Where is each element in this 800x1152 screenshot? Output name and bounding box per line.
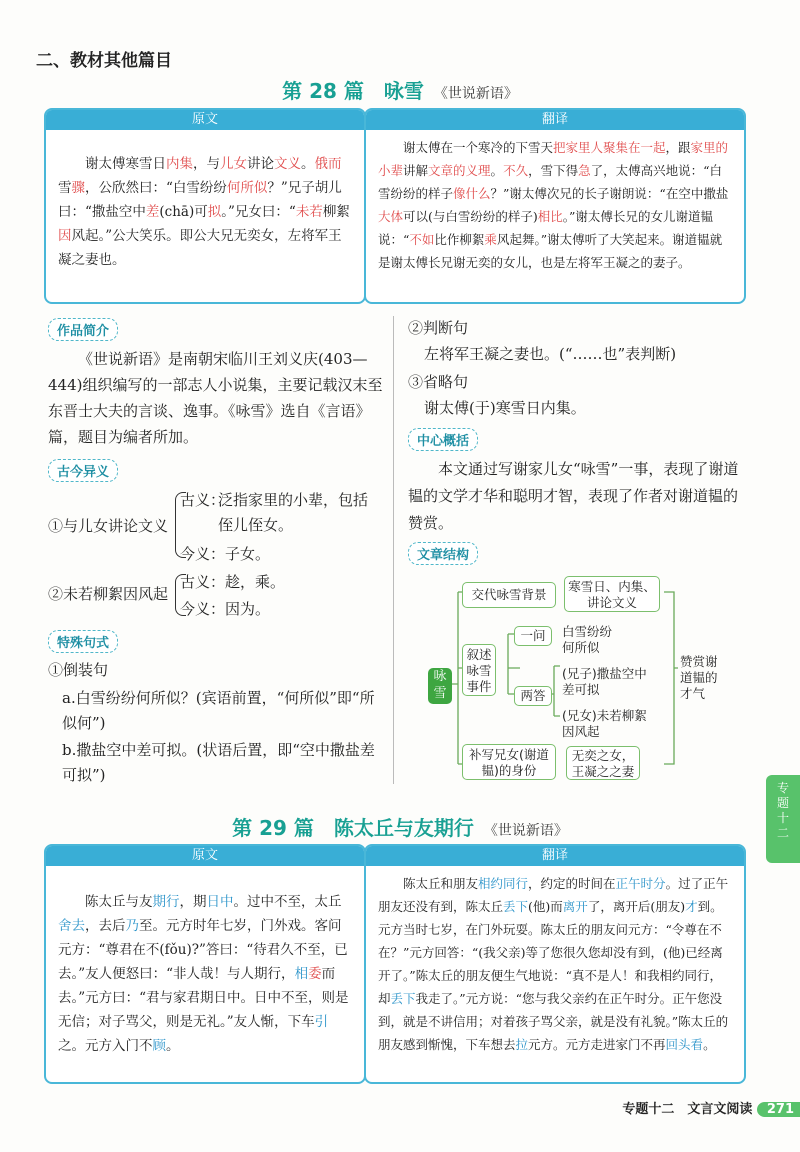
text-run: 委 (308, 966, 322, 982)
text-run: 回头看 (665, 1037, 704, 1052)
teshu1b: b.撒盐空中差可拟。(状语后置，即“空中撒盐差可拟”) (62, 741, 375, 784)
text-run: 拉 (515, 1037, 529, 1052)
text-run: ？”谢太傅次兄的长子谢朗说：“在空中撒盐 (490, 186, 729, 201)
intro-text: 《世说新语》是南朝宋临川王刘义庆(403—444)组织编写的一部志人小说集，主要记载汉末至东晋士大夫的言谈、逸事。《咏雪》选自《言语》篇，题目为编者所加。 (48, 350, 383, 446)
side-tab[interactable] (766, 775, 800, 863)
teshu2: ②判断句 (408, 319, 469, 337)
gujin1-old-label: 古义： (180, 491, 226, 509)
ch28-original-label: 原文 (46, 110, 364, 130)
text-run: 元方。元方走进家门不再 (528, 1037, 666, 1052)
text-run: 至。元方时年七岁，门外戏。客问元方：“尊君在不(fǒu)?”答曰：“待君久不至，已去。”友人便怒曰：“非人哉！与人期行， (58, 918, 348, 982)
text-run: 丢下 (503, 899, 529, 914)
zhongxin-tag: 中心概括 (408, 428, 478, 451)
text-run: 。”兄女曰：“ (221, 204, 296, 220)
intro-tag: 作品简介 (48, 318, 118, 341)
side-tab-label: 专题十二 (776, 781, 789, 840)
teshu1: ①倒装句 (48, 661, 109, 679)
text-run: 何所似 (226, 180, 268, 196)
text-run: 陈太丘和朋友 (403, 876, 479, 891)
structure-b3r: 无奕之女，王凝之之妻 (566, 746, 640, 780)
text-run: 。 (301, 156, 315, 172)
teshu-tag: 特殊句式 (48, 630, 118, 653)
text-run: 不久 (503, 163, 529, 178)
ch29-translation-panel (364, 844, 746, 1084)
gujin2-new-text: 因为。 (225, 600, 271, 618)
structure-right: 赞赏谢道韫的才气 (680, 654, 718, 701)
text-run: ？”兄子胡儿曰：“撒盐空中 (58, 180, 342, 220)
zhongxin-tag-wrap (408, 428, 478, 451)
ch28-translation-text (366, 130, 744, 282)
teshu1a: a.白雪纷纷何所似？(宾语前置，“何所似”即“所似何”) (62, 689, 375, 732)
text-run: 未若 (295, 204, 323, 220)
chapter-29-title (0, 812, 800, 841)
text-run: 风起舞。”谢太傅听了大笑起来。谢道韫就是谢太傅长兄谢无奕的女儿，也是左将军王凝之的妻子。 (378, 232, 723, 270)
text-run: 。 (703, 1037, 716, 1052)
section-heading: 二、教材其他篇目 (36, 51, 172, 71)
text-run: 风起。”公大笑乐。即公大兄无奕女，左将军王凝之妻也。 (58, 228, 342, 268)
text-run: 日中 (206, 894, 234, 910)
column-divider (393, 316, 394, 784)
gujin2-new-label: 今义： (180, 600, 226, 618)
text-run: 雪 (58, 180, 72, 196)
teshu-tag-wrap (48, 630, 118, 653)
structure-b1r: 寒雪日、内集、讲论文义 (564, 576, 660, 612)
ch28-original-text (46, 130, 364, 280)
text-run: 内集 (166, 156, 193, 172)
text-run: 顾 (152, 1038, 166, 1054)
structure-center: 咏雪 (428, 668, 452, 704)
gujin-tag: 古今异义 (48, 459, 118, 482)
ch29-translation-label: 翻译 (366, 846, 744, 866)
ch29-original-text (46, 866, 364, 1066)
gujin1-new-label: 今义： (180, 545, 226, 563)
gujin1-phrase: ①与儿女讲论文义 (48, 517, 169, 535)
text-run: 骤 (71, 180, 85, 196)
structure-b2a: 一问 (514, 626, 552, 646)
text-run: 文义 (274, 156, 301, 172)
chapter-29-source: 《世说新语》 (483, 823, 568, 839)
gujin1-new-text: 子女。 (225, 545, 271, 563)
text-run: 才 (685, 899, 698, 914)
text-run: 相比 (537, 209, 563, 224)
jiegou-tag-wrap (408, 542, 478, 565)
gujin1-new (180, 542, 270, 567)
structure-b2b: 两答 (514, 686, 552, 706)
text-run: ，公欣然曰：“白雪纷纷 (85, 180, 227, 196)
text-run: 讲论 (247, 156, 274, 172)
text-run: 文章的义理 (428, 163, 491, 178)
text-run: 柳絮 (322, 204, 350, 220)
zhongxin-text: 本文通过写谢家儿女“咏雪”一事，表现了谢道韫的文学才华和聪明才智，表现了作者对谢道韫的赞赏。 (408, 460, 739, 532)
text-run: 不如 (409, 232, 435, 247)
text-run: 谢太傅在一个寒冷的下雪天 (403, 140, 554, 155)
text-run: 期行 (152, 894, 180, 910)
text-run: 陈太丘与友 (85, 894, 153, 910)
teshu3: ③省略句 (408, 373, 469, 391)
text-run: 舍去 (58, 918, 85, 934)
text-run: 谢太傅寒雪日 (85, 156, 166, 172)
text-run: 讲解 (403, 163, 429, 178)
text-run: (他)而 (528, 899, 563, 914)
text-run: 了，离开后(朋友) (587, 899, 686, 914)
text-run: 引 (314, 1014, 329, 1030)
text-run: 急 (578, 163, 591, 178)
gujin2-phrase: ②未若柳絮因风起 (48, 585, 169, 603)
text-run: 。 (166, 1038, 180, 1054)
text-run: 相约同行 (478, 876, 529, 891)
gujin2-old (180, 570, 285, 595)
text-run: 大体 (378, 209, 404, 224)
ch29-original-panel (44, 844, 366, 1084)
text-run: (chā)可 (159, 204, 208, 220)
text-run: 。”谢太傅长兄的女儿谢道韫说：“ (378, 209, 713, 247)
text-run: 正午时分 (615, 876, 666, 891)
text-run: 因 (58, 228, 72, 244)
text-run: 我走了。”元方说：“您与我父亲约在正午时分。正午您没到，就是不讲信用；对着孩子骂父亲，就是没有礼貌。”陈太丘的朋友感到惭愧，下车想去 (378, 991, 729, 1052)
text-run: 相 (294, 966, 309, 982)
text-run: 。 (490, 163, 504, 178)
teshu3a: 谢太傅(于)寒雪日内集。 (424, 399, 586, 417)
text-run: 离开 (562, 899, 588, 914)
text-run: 儿女 (220, 156, 247, 172)
ch29-translation-text (366, 866, 744, 1064)
jiegou-tag: 文章结构 (408, 542, 478, 565)
text-run: 把家里人聚集在一起 (553, 140, 666, 155)
gujin1-old-text: 泛指家里的小辈，包括侄儿侄女。 (218, 491, 369, 534)
teshu2a: 左将军王凝之妻也。(“……也”表判断) (424, 345, 677, 363)
text-run: 像什么 (453, 186, 491, 201)
text-run: 而去。”元方曰：“君与家君期日中。日中不至，则是无信；对子骂父，则是无礼。”友人惭，下车 (58, 966, 349, 1030)
text-run: 俄而 (314, 156, 342, 172)
text-run: 。过中不至，太丘 (233, 894, 342, 910)
text-run: 乘 (484, 232, 497, 247)
text-run: 可以(与白雪纷纷的样子) (403, 209, 538, 224)
text-run: ，雪下得 (528, 163, 579, 178)
chapter-29-title-text: 第 29 篇 陈太丘与友期行 (232, 816, 474, 840)
text-run: 之。元方入门不 (58, 1038, 153, 1054)
structure-b2ar: 白雪纷纷何所似 (562, 624, 613, 655)
text-run: ，约定的时间在 (528, 876, 616, 891)
structure-b2br1: (兄子)撒盐空中差可拟 (562, 666, 647, 697)
ch28-original-panel (44, 108, 366, 304)
gujin2-old-label: 古义： (180, 573, 226, 591)
ch29-original-label: 原文 (46, 846, 364, 866)
text-run: ，去后 (85, 918, 126, 934)
page-number: 271 (757, 1102, 800, 1117)
text-run: 了，太傅高兴地说：“白雪纷纷的样子 (378, 163, 723, 201)
text-run: 。过了正午朋友还没有到，陈太丘 (378, 876, 729, 914)
text-run: ，跟 (665, 140, 691, 155)
text-run: 丢下 (390, 991, 416, 1006)
structure-b3: 补写兄女(谢道韫)的身份 (462, 744, 556, 780)
footer-label: 专题十二 文言文阅读 (622, 1102, 753, 1117)
text-run: 差 (145, 204, 160, 220)
text-run: 拟 (207, 204, 222, 220)
text-run: 比作柳絮 (434, 232, 485, 247)
structure-b1: 交代咏雪背景 (462, 582, 556, 608)
chapter-28-source: 《世说新语》 (433, 86, 518, 102)
chapter-28-title (0, 75, 800, 104)
gujin2-new (180, 597, 270, 622)
chapter-28-title-text: 第 28 篇 咏雪 (282, 79, 424, 103)
gujin-tag-wrap (48, 459, 118, 482)
intro-tag-wrap (48, 318, 118, 341)
footer (622, 1098, 800, 1118)
text-run: 家里的小辈 (378, 140, 729, 178)
structure-b2br2: (兄女)未若柳絮因风起 (562, 708, 647, 739)
text-run: ，期 (179, 894, 207, 910)
text-run: ，与 (193, 156, 220, 172)
text-run: 到。元方当时七岁，在门外玩耍。陈太丘的朋友问元方：“令尊在不在？”元方回答：“(我父亲)等了您很久您却没有到，(他)已经离开了。”陈太丘的朋友便生气地说：“真不是人！和我相约同行，却 (378, 899, 723, 1006)
ch28-translation-label: 翻译 (366, 110, 744, 130)
ch28-translation-panel (364, 108, 746, 304)
structure-b2: 叙述咏雪事件 (462, 644, 496, 696)
gujin2-old-text: 趁，乘。 (225, 573, 286, 591)
text-run: 乃 (125, 918, 139, 934)
